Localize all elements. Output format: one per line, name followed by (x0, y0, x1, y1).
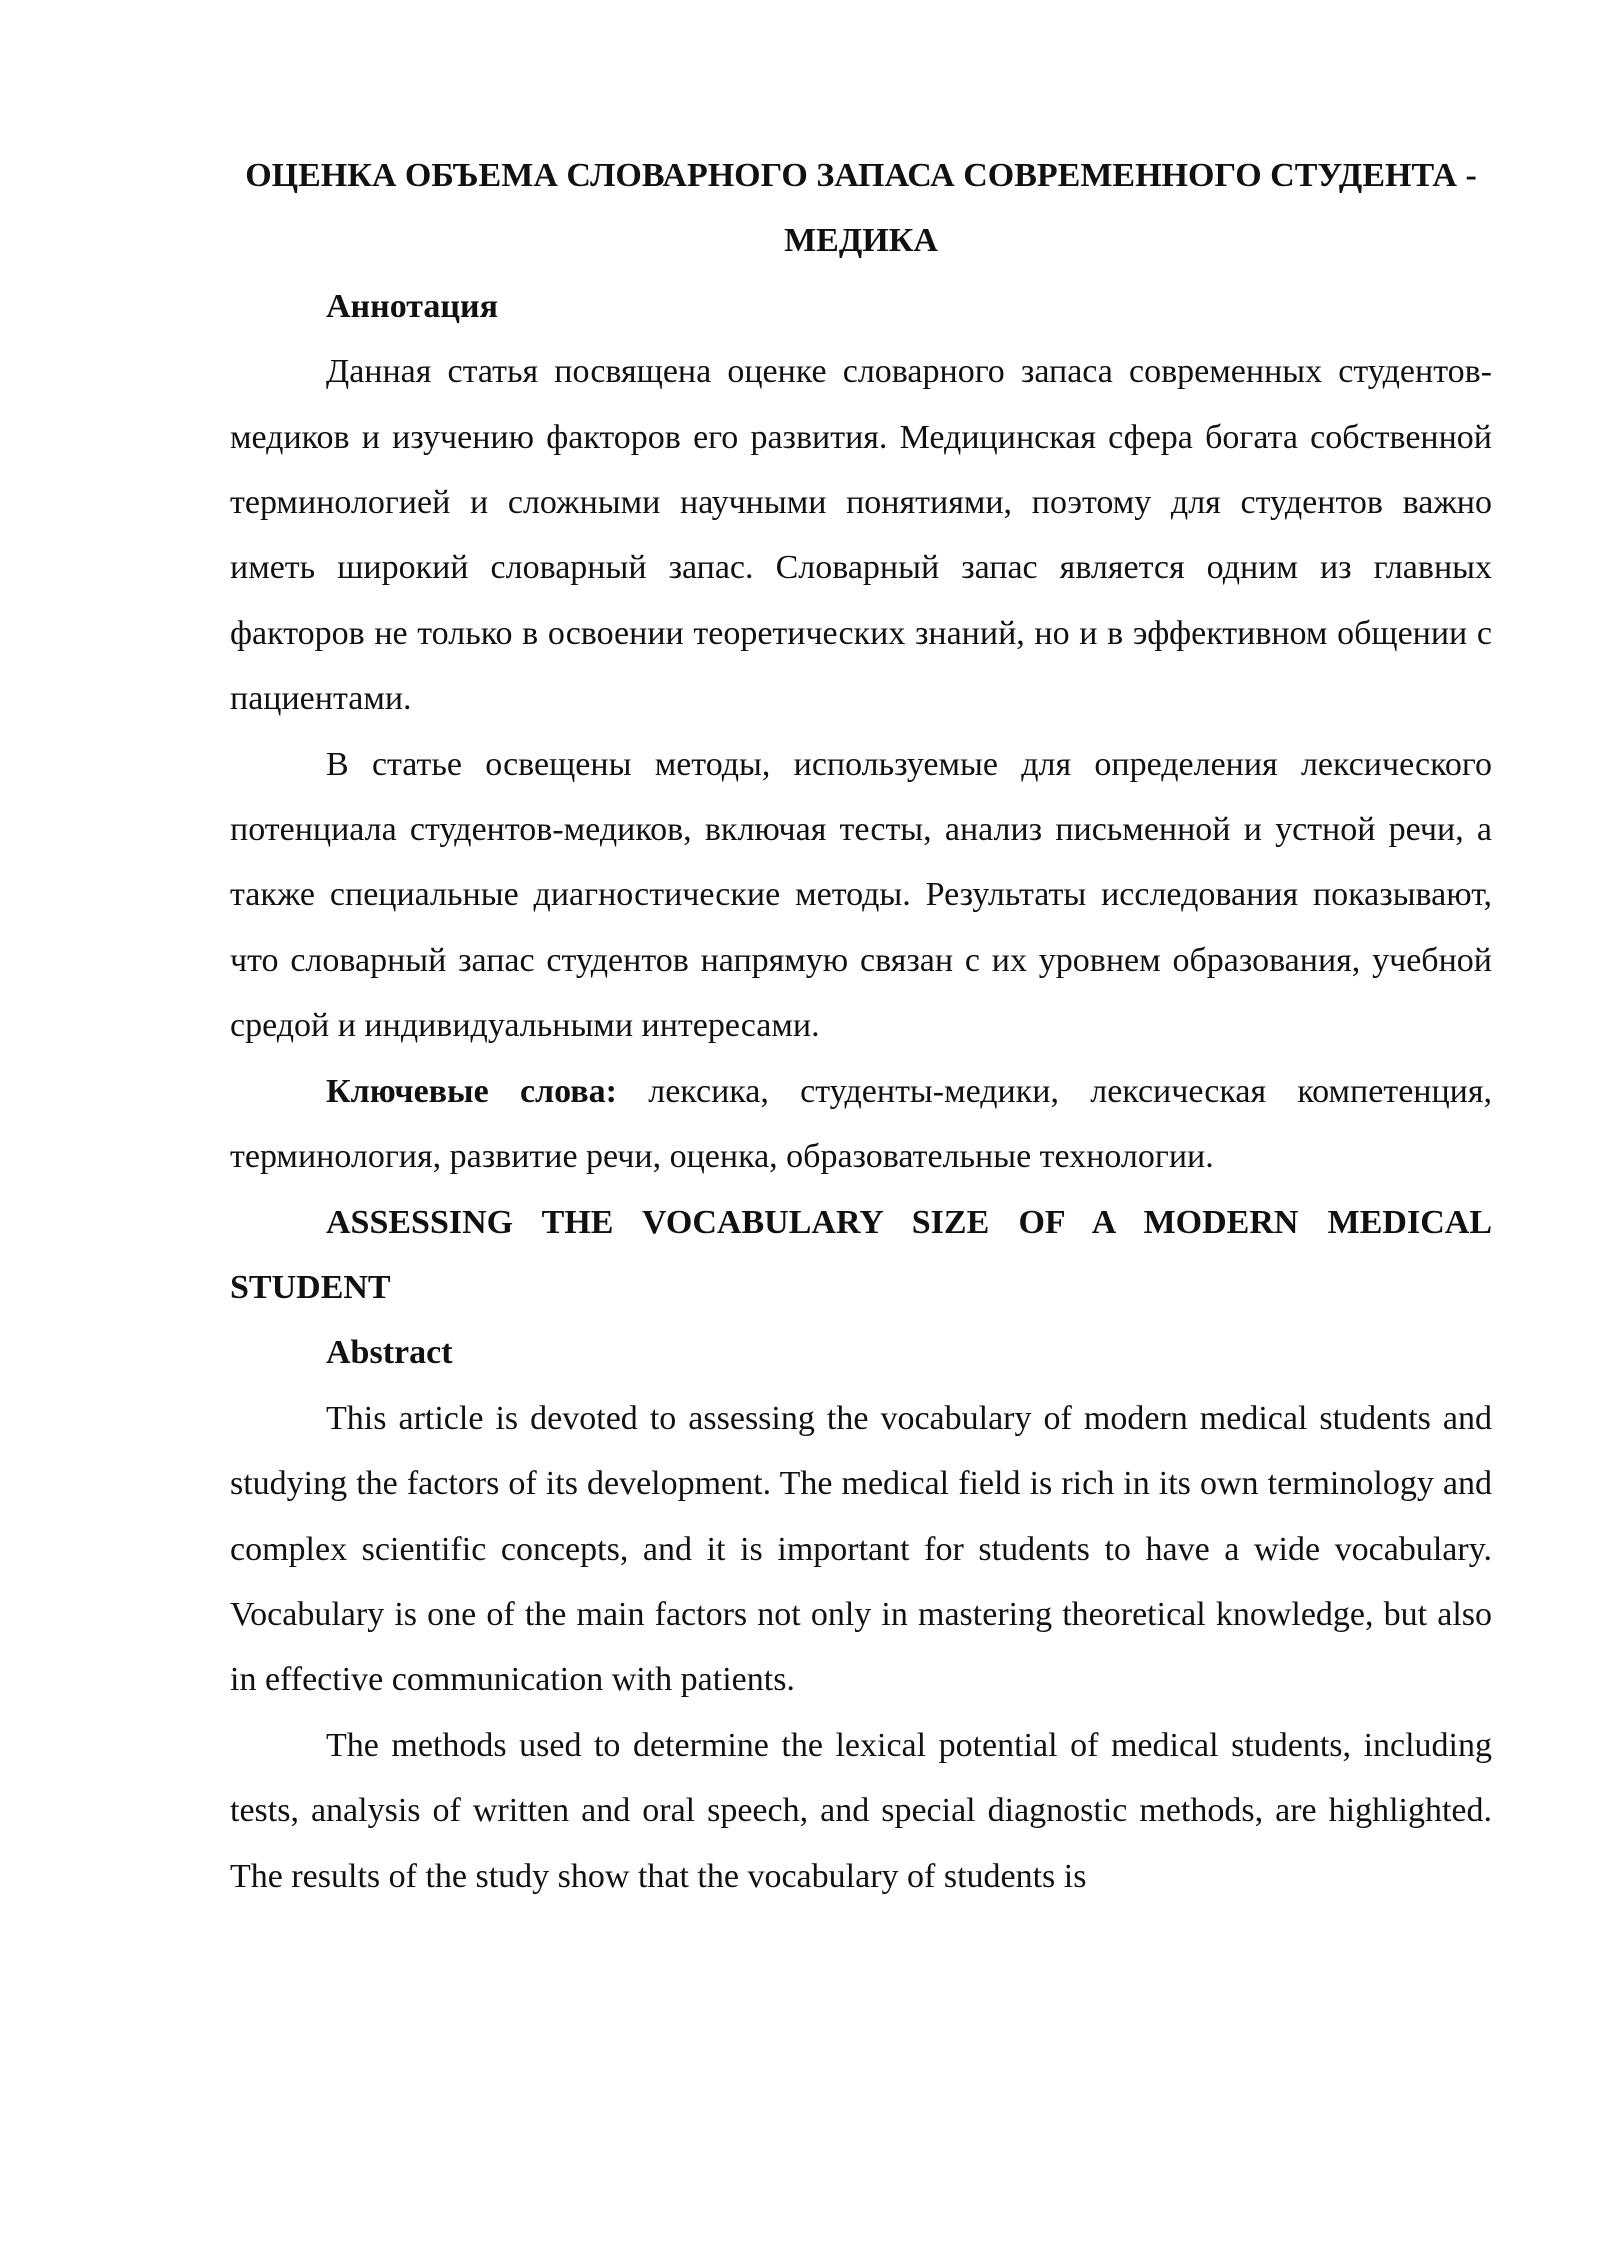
article-title-en: ASSESSING THE VOCABULARY SIZE OF A MODERN MEDICAL STUDENT (230, 1203, 1492, 1306)
abstract-heading: Abstract (326, 1334, 453, 1372)
annotation-heading: Аннотация (326, 287, 498, 325)
annotation-paragraph-2: В статье освещены методы, используемые для определения лексического потенциала студентов-медиков, включая тесты, анализ письменной и устной речи, а также специальные диагностические методы. Результаты исследования показывают, что словарный запас студентов напрямую связан с их уровнем образования, учебной средой и индивидуальными интересами. (230, 745, 1492, 1045)
keywords-text: лексика, студенты-медики, лексическая компетенция, терминология, развитие речи, оценка, образовательные технологии. (230, 1072, 1493, 1176)
article-title-ru: ОЦЕНКА ОБЪЕМА СЛОВАРНОГО ЗАПАСА СОВРЕМЕННОГО СТУДЕНТА - МЕДИКА (245, 157, 1477, 260)
article-body (230, 143, 1492, 1909)
keywords-paragraph (230, 1059, 1492, 1190)
abstract-paragraph-1: This article is devoted to assessing the vocabulary of modern medical students and studying the factors of its development. The medical field is rich in its own terminology and complex scientific concepts, and it is important for students to have a wide vocabulary. Vocabulary is one of the main factors not only in mastering theoretical knowledge, but also in effective communication with patients. (230, 1399, 1492, 1699)
annotation-paragraph-1: Данная статья посвящена оценке словарного запаса современных студентов-медиков и изучению факторов его развития. Медицинская сфера богата собственной терминологией и сложными научными понятиями, поэтому для студентов важно иметь широкий словарный запас. Словарный запас является одним из главных факторов не только в освоении теоретических знаний, но и в эффективном общении с пациентами. (230, 353, 1492, 718)
keywords-label: Ключевые слова: (326, 1072, 617, 1110)
abstract-paragraph-2: The methods used to determine the lexical potential of medical students, including tests, analysis of written and oral speech, and special diagnostic methods, are highlighted. The results of the study show that the vocabulary of students is (230, 1726, 1492, 1895)
